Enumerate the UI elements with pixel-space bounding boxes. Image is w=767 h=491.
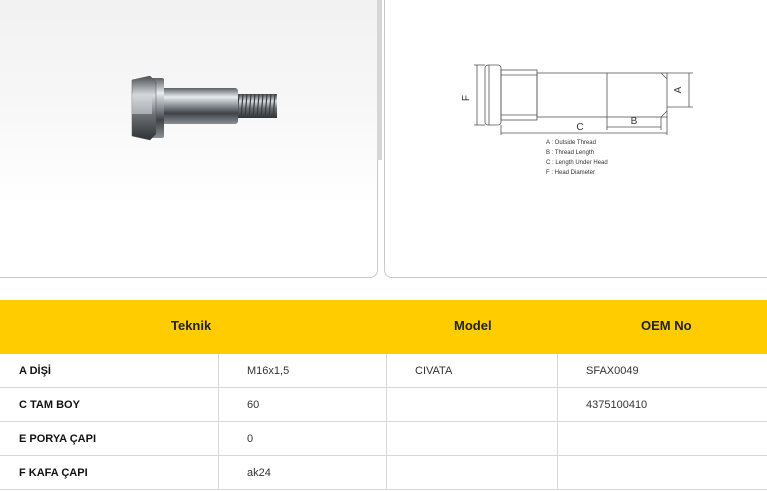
bolt-product-image [120,72,290,152]
row-value: M16x1,5 [218,354,386,387]
dim-c-label: C [576,122,584,133]
table-row [0,354,767,388]
dim-a-label: A [673,86,684,94]
row-label: A DİŞİ [19,364,51,377]
table-row [0,422,767,456]
header-model: Model [454,318,492,333]
row-value: ak24 [218,456,386,489]
dim-b-label: B [630,116,638,127]
dim-f-label: F [461,94,472,102]
header-teknik: Teknik [171,318,212,333]
legend-item: F : Head Diameter [546,170,596,176]
header-oem: OEM No [641,318,692,333]
row-value: 60 [218,388,386,421]
table-row [0,388,767,422]
legend-item: C : Length Under Head [546,160,608,166]
legend-item: A : Outside Thread [546,140,596,146]
row-model [386,422,557,455]
row-oem: SFAX0049 [557,354,767,387]
table-row [0,456,767,490]
row-label: C TAM BOY [19,398,80,411]
row-model [386,456,557,489]
row-model: CIVATA [386,354,557,387]
row-oem [557,456,767,489]
specs-table-header [0,300,767,354]
row-oem [557,422,767,455]
row-model [386,388,557,421]
row-label: F KAFA ÇAPI [19,466,88,479]
drawing-legend [546,138,608,178]
technical-drawing [455,55,705,140]
row-oem: 4375100410 [557,388,767,421]
row-label: E PORYA ÇAPI [19,432,97,445]
legend-item: B : Thread Length [546,150,594,156]
image-scrollbar[interactable] [377,0,382,160]
row-value: 0 [218,422,386,455]
